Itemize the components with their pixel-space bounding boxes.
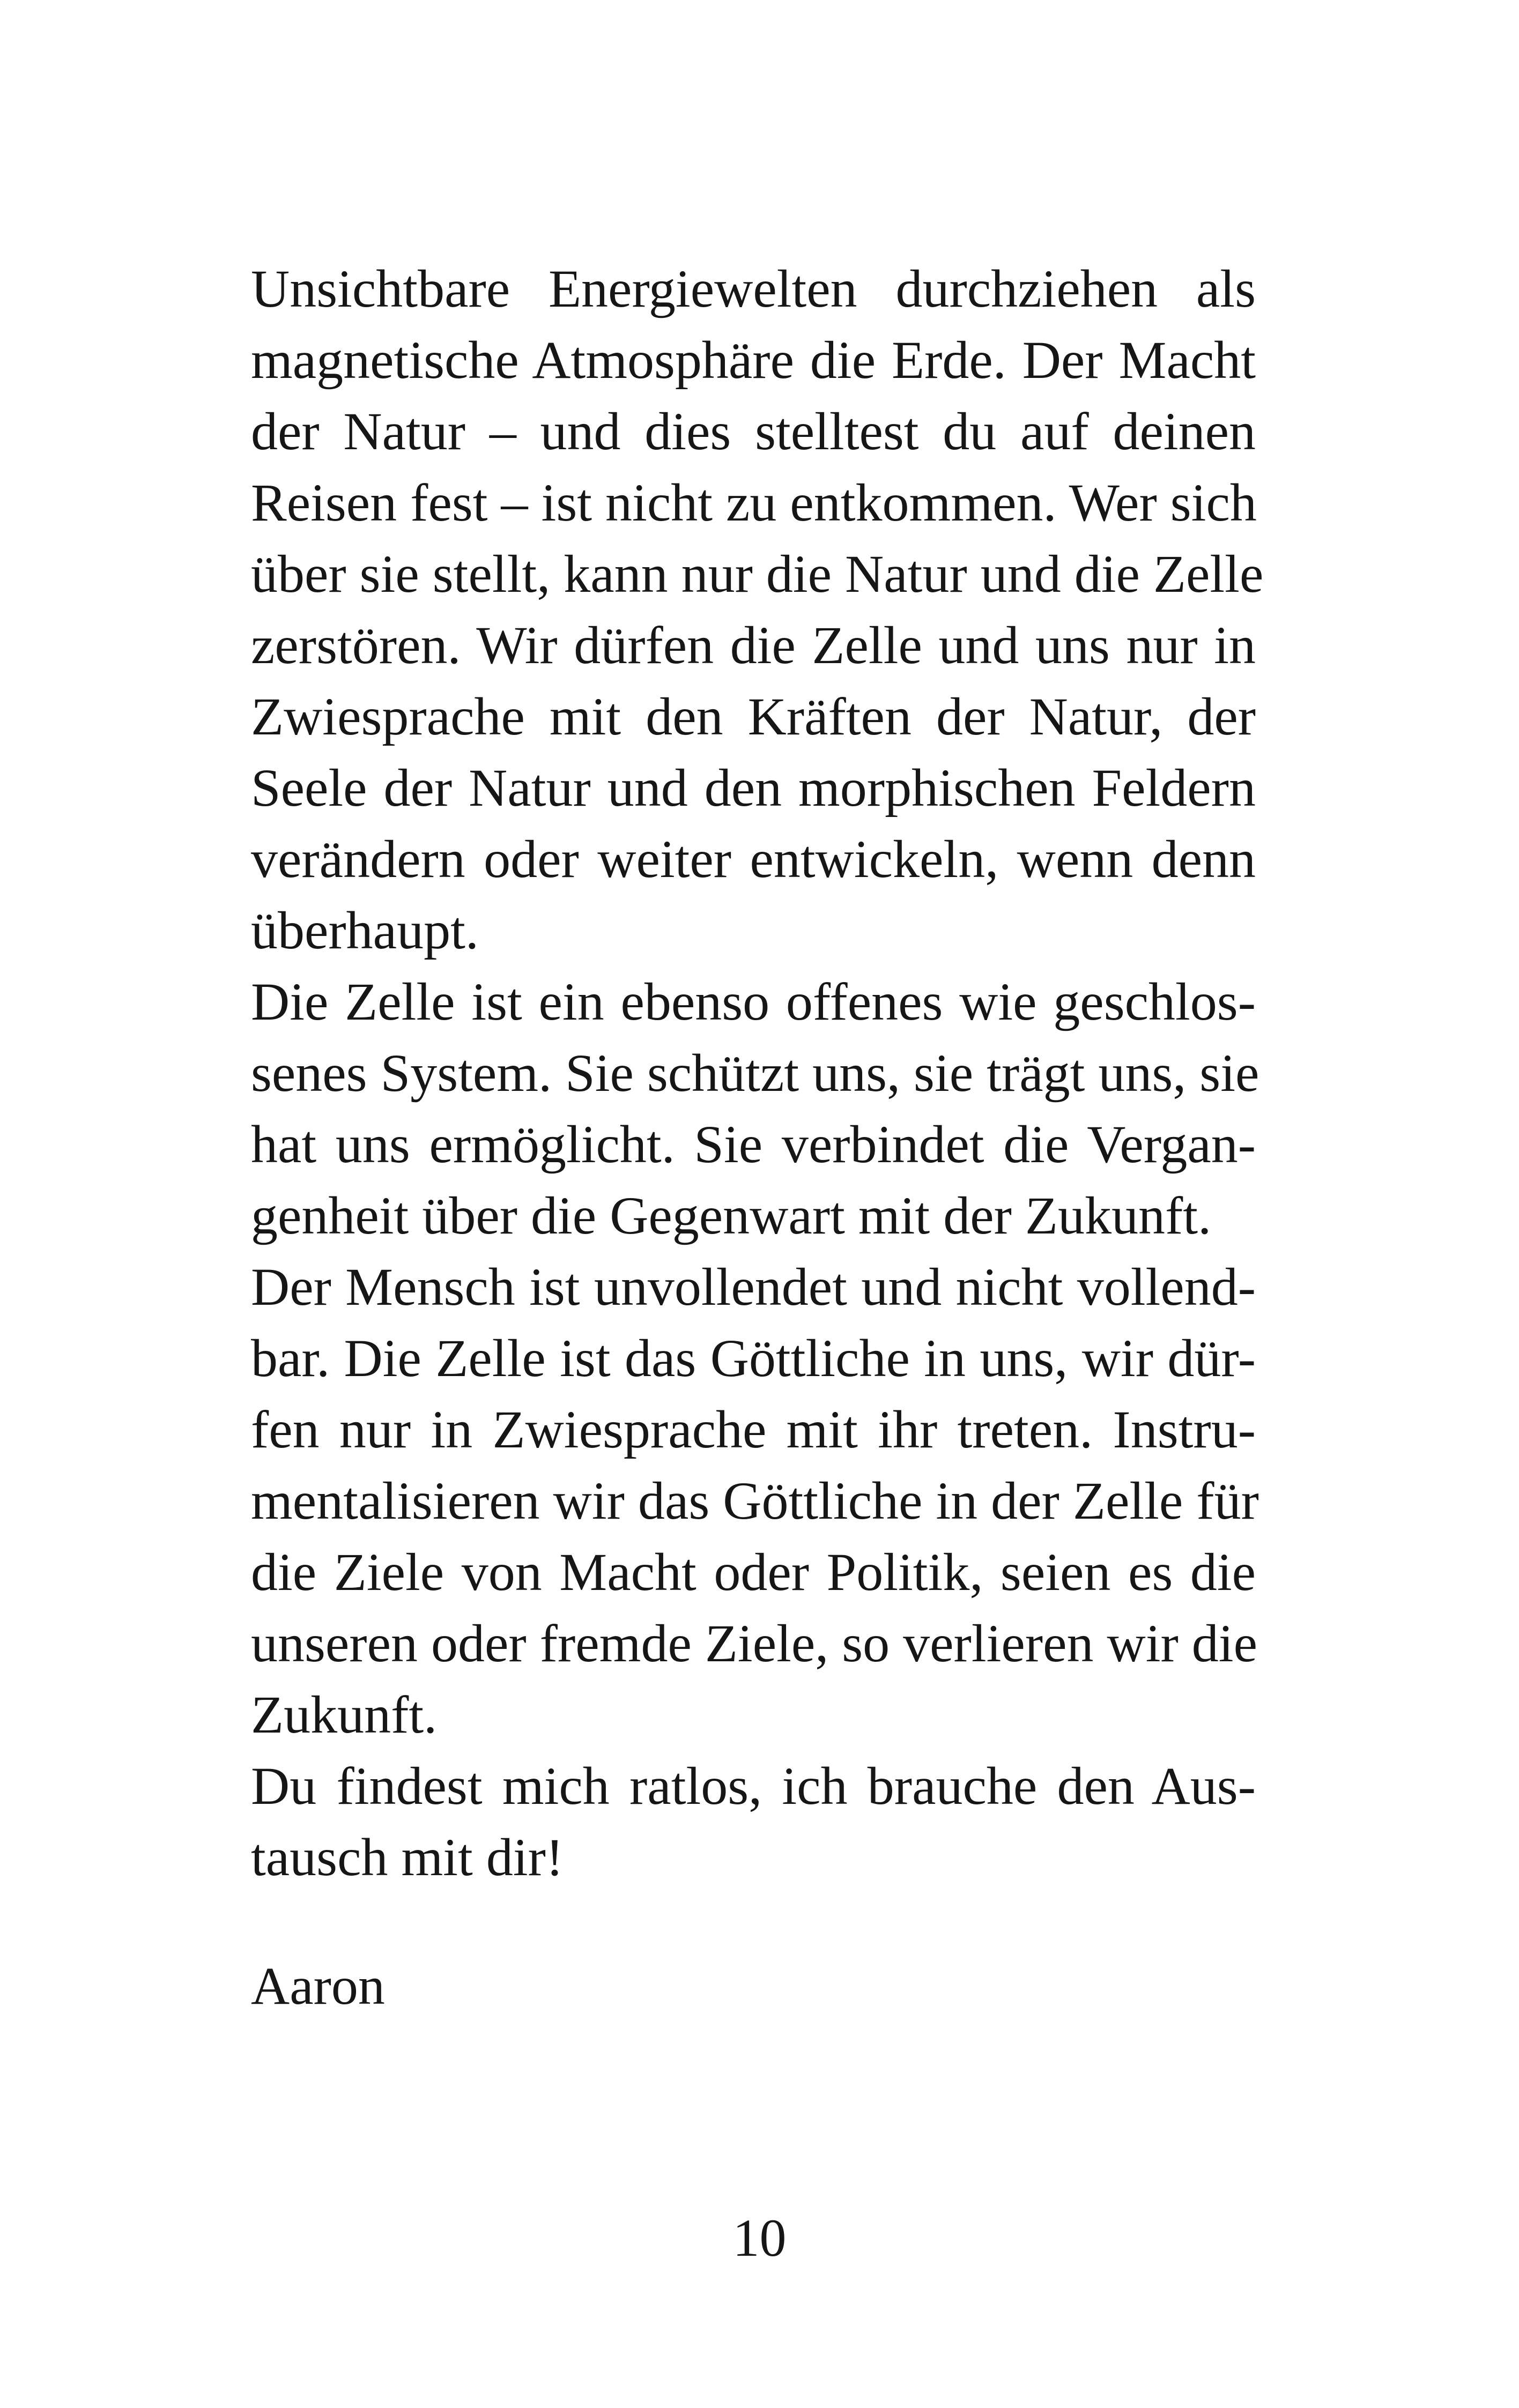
text-line: genheit über die Gegenwart mit der Zukunft.: [251, 1186, 1212, 1245]
text-line: über sie stellt, kann nur die Natur und die Zelle: [251, 544, 1264, 604]
text-line: zerstören. Wir dürfen die Zelle und uns nur in: [251, 615, 1256, 675]
signature: Aaron: [251, 1956, 385, 2016]
text-line: Die Zelle ist ein ebenso offenes wie geschlos-: [251, 972, 1256, 1031]
text-line: Zukunft.: [251, 1685, 438, 1744]
text-line: fen nur in Zwiesprache mit ihr treten. Instru-: [251, 1400, 1256, 1459]
text-line: Zwiesprache mit den Kräften der Natur, der: [251, 687, 1256, 746]
text-line: verändern oder weiter entwickeln, wenn denn: [251, 829, 1256, 889]
text-line: Du findest mich ratlos, ich brauche den Aus-: [251, 1756, 1256, 1816]
text-line: der Natur – und dies stelltest du auf deinen: [251, 402, 1256, 461]
text-line: überhaupt.: [251, 901, 479, 960]
text-line: magnetische Atmosphäre die Erde. Der Macht: [251, 330, 1256, 390]
text-line: Seele der Natur und den morphischen Feldern: [251, 758, 1256, 817]
text-line: Der Mensch ist unvollendet und nicht vollend-: [251, 1257, 1256, 1317]
text-line: unseren oder fremde Ziele, so verlieren wir die: [251, 1614, 1257, 1673]
body-text: [251, 253, 1264, 1893]
text-line: bar. Die Zelle ist das Göttliche in uns, wir dür-: [251, 1328, 1256, 1388]
text-line: mentalisieren wir das Göttliche in der Zelle für: [251, 1471, 1259, 1530]
text-line: tausch mit dir!: [251, 1827, 564, 1887]
text-line: die Ziele von Macht oder Politik, seien es die: [251, 1542, 1256, 1602]
text-line: Reisen fest – ist nicht zu entkommen. Wer sich: [251, 473, 1257, 532]
page-number: 10: [732, 2208, 787, 2268]
text-line: hat uns ermöglicht. Sie verbindet die Vergan-: [251, 1114, 1256, 1174]
text-line: Unsichtbare Energiewelten durchziehen als: [251, 259, 1256, 318]
text-line: senes System. Sie schützt uns, sie trägt uns, sie: [251, 1043, 1259, 1103]
